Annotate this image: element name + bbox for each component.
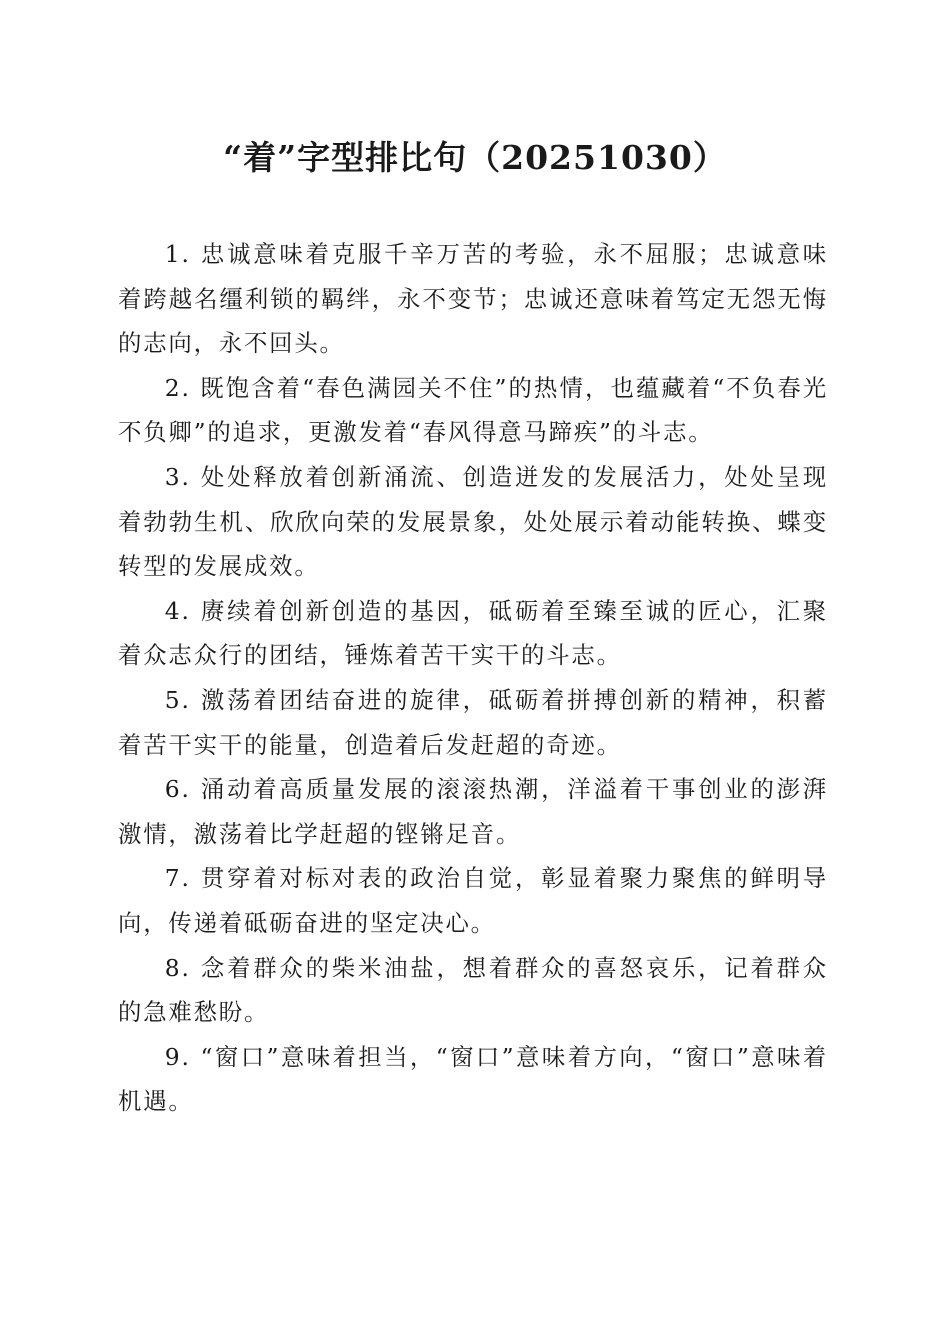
- paragraph-5: 5. 激荡着团结奋进的旋律，砥砺着拼搏创新的精神，积蓄着苦干实干的能量，创造着后发赶超的奇迹。: [118, 685, 828, 759]
- paragraph-7: 7. 贯穿着对标对表的政治自觉，彰显着聚力聚焦的鲜明导向，传递着砥砺奋进的坚定决心。: [118, 864, 828, 937]
- paragraph-6: 6. 涌动着高质量发展的滚滚热潮，洋溢着干事创业的澎湃激情，激荡着比学赶超的铿锵足音。: [118, 775, 828, 848]
- paragraph-2: 2. 既饱含着“春色满园关不住”的热情，也蕴藏着“不负春光不负卿”的追求，更激发着“春风得意马蹄疾”的斗志。: [118, 373, 828, 447]
- document-title: “着”字型排比句（20251030）: [223, 138, 727, 177]
- paragraph-1: 1. 忠诚意味着克服千辛万苦的考验，永不屈服；忠诚意味着跨越名缰利锁的羁绊，永不变节；忠诚还意味着笃定无怨无悔的志向，永不回头。: [118, 240, 828, 358]
- paragraph-3: 3. 处处释放着创新涌流、创造迸发的发展活力，处处呈现着勃勃生机、欣欣向荣的发展景象，处处展示着动能转换、蝶变转型的发展成效。: [118, 462, 828, 581]
- paragraph-8: 8. 念着群众的柴米油盐，想着群众的喜怒哀乐，记着群众的急难愁盼。: [118, 953, 828, 1027]
- paragraph-9: 9. “窗口”意味着担当，“窗口”意味着方向，“窗口”意味着机遇。: [118, 1042, 828, 1116]
- paragraph-4: 4. 赓续着创新创造的基因，砥砺着至臻至诚的匠心，汇聚着众志众行的团结，锤炼着苦干实干的斗志。: [118, 596, 828, 670]
- document-body: [118, 232, 828, 1124]
